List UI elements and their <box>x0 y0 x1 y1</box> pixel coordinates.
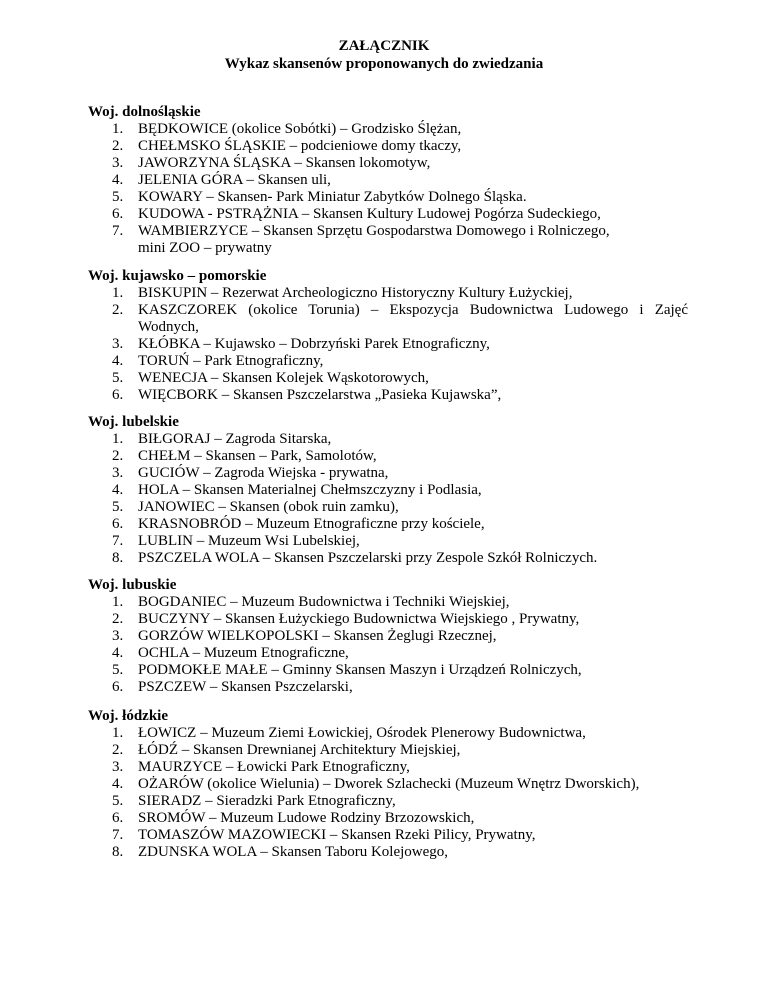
section-lubelskie <box>88 414 688 567</box>
section-heading: Woj. łódzkie <box>88 708 169 724</box>
section-heading: Woj. dolnośląskie <box>88 104 201 120</box>
list-item: 6. PSZCZEW – Skansen Pszczelarski, <box>112 679 353 695</box>
list-item: 5. WENECJA – Skansen Kolejek Wąskotorowych, <box>112 370 429 386</box>
list-item: 1. BOGDANIEC – Muzeum Budownictwa i Techniki Wiejskiej, <box>112 594 510 610</box>
document-title: ZAŁĄCZNIK <box>338 38 430 54</box>
list-item: 1. BIŁGORAJ – Zagroda Sitarska, <box>112 431 332 447</box>
list-item: 4. HOLA – Skansen Materialnej Chełmszczyzny i Podlasia, <box>112 482 482 498</box>
list-item: 6. SROMÓW – Muzeum Ludowe Rodziny Brzozowskich, <box>112 810 475 826</box>
list-item: 7. WAMBIERZYCE – Skansen Sprzętu Gospodarstwa Domowego i Rolniczego, mini ZOO – prywatny <box>112 223 610 256</box>
section-heading: Woj. lubuskie <box>88 577 177 593</box>
list-item: 5. SIERADZ – Sieradzki Park Etnograficzny, <box>112 793 396 809</box>
list-item: 3. GORZÓW WIELKOPOLSKI – Skansen Żeglugi Rzecznej, <box>112 628 497 644</box>
list-item: 1. BISKUPIN – Rezerwat Archeologiczno Historyczny Kultury Łużyckiej, <box>112 285 573 301</box>
list-item: 2. CHEŁM – Skansen – Park, Samolotów, <box>112 448 377 464</box>
list-item: 5. JANOWIEC – Skansen (obok ruin zamku), <box>112 499 399 515</box>
list-item: 2. CHEŁMSKO ŚLĄSKIE – podcieniowe domy tkaczy, <box>112 138 462 154</box>
list-item: 2. BUCZYNY – Skansen Łużyckiego Budownictwa Wiejskiego , Prywatny, <box>112 611 580 627</box>
list-item: 4. TORUŃ – Park Etnograficzny, <box>112 353 324 369</box>
list-item: 6. KRASNOBRÓD – Muzeum Etnograficzne przy kościele, <box>112 516 485 532</box>
list-item: 4. JELENIA GÓRA – Skansen uli, <box>112 172 331 188</box>
item-list <box>88 594 688 696</box>
item-list <box>88 121 688 257</box>
section-dolnoslaskie <box>88 104 688 257</box>
list-item: 3. KŁÓBKA – Kujawsko – Dobrzyński Parek Etnograficzny, <box>112 336 490 352</box>
list-item: 5. KOWARY – Skansen- Park Miniatur Zabytków Dolnego Śląska. <box>112 189 527 205</box>
item-list <box>88 725 688 861</box>
section-lodzkie <box>88 708 688 861</box>
section-kujawsko-pomorskie <box>88 268 688 404</box>
list-item: 2. ŁÓDŹ – Skansen Drewnianej Architektury Miejskiej, <box>112 742 461 758</box>
list-item: 3. JAWORZYNA ŚLĄSKA – Skansen lokomotyw, <box>112 155 431 171</box>
section-heading: Woj. kujawsko – pomorskie <box>88 268 267 284</box>
list-item: 4. OCHLA – Muzeum Etnograficzne, <box>112 645 349 661</box>
section-heading: Woj. lubelskie <box>88 414 179 430</box>
list-item: 2. KASZCZOREK (okolice Torunia) – Ekspozycja Budownictwa Ludowego i Zajęć Wodnych, <box>112 302 688 335</box>
list-item: 7. LUBLIN – Muzeum Wsi Lubelskiej, <box>112 533 360 549</box>
document-subtitle: Wykaz skansenów proponowanych do zwiedzania <box>224 56 544 72</box>
list-item: 8. ZDUNSKA WOLA – Skansen Taboru Kolejowego, <box>112 844 449 860</box>
section-lubuskie <box>88 577 688 696</box>
list-item: 3. GUCIÓW – Zagroda Wiejska - prywatna, <box>112 465 389 481</box>
list-item: 7. TOMASZÓW MAZOWIECKI – Skansen Rzeki Pilicy, Prywatny, <box>112 827 536 843</box>
list-item: 6. WIĘCBORK – Skansen Pszczelarstwa „Pasieka Kujawska”, <box>112 387 502 403</box>
list-item: 3. MAURZYCE – Łowicki Park Etnograficzny, <box>112 759 410 775</box>
item-list <box>88 285 688 404</box>
item-list <box>88 431 688 567</box>
list-item: 5. PODMOKŁE MAŁE – Gminny Skansen Maszyn i Urządzeń Rolniczych, <box>112 662 582 678</box>
list-item: 8. PSZCZELA WOLA – Skansen Pszczelarski przy Zespole Szkół Rolniczych. <box>112 550 598 566</box>
list-item: 6. KUDOWA - PSTRĄŻNIA – Skansen Kultury Ludowej Pogórza Sudeckiego, <box>112 206 601 222</box>
list-item: 1. ŁOWICZ – Muzeum Ziemi Łowickiej, Ośrodek Plenerowy Budownictwa, <box>112 725 586 741</box>
list-item: 1. BĘDKOWICE (okolice Sobótki) – Grodzisko Ślężan, <box>112 121 462 137</box>
list-item: 4. OŻARÓW (okolice Wielunia) – Dworek Szlachecki (Muzeum Wnętrz Dworskich), <box>112 776 640 792</box>
